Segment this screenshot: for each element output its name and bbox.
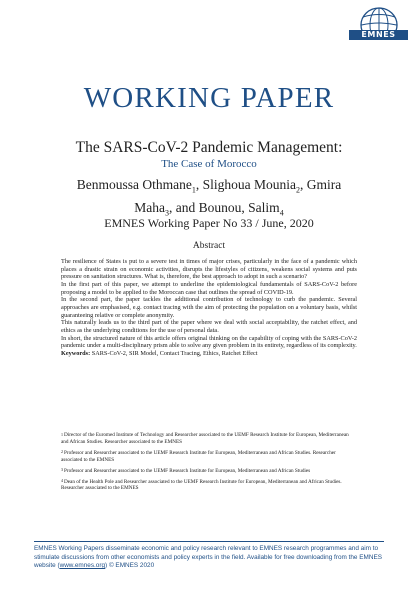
author-name: Benmoussa Othmane xyxy=(76,177,192,192)
website-link[interactable]: www.emnes.org xyxy=(59,562,106,570)
author-footnote-ref: 3 xyxy=(165,208,170,218)
author-name: Bounou, Salim xyxy=(198,199,280,215)
keywords-list: SARS-CoV-2, SIR Model, Contact Tracing, Ethics, Ratchet Effect xyxy=(91,350,258,358)
footnote xyxy=(61,432,357,445)
author-footnote-ref: 4 xyxy=(279,208,284,218)
footnote-number: 1 xyxy=(61,431,63,437)
author-name: Slighoua Mounia xyxy=(202,177,296,192)
footnote-text: Director of the Euromed Institute of Technology and Researcher associated to the UEMF Research Institute for European, Mediterranean and African Studies. Researcher associated to the EMNES xyxy=(61,432,349,445)
globe-icon xyxy=(359,5,399,31)
abstract-paragraph: In the first part of this paper, we attempt to underline the epidemiological fundamentals of SARS-CoV-2 before proposing a model to be applied to the Moroccan case that outlines the spread of COVID-19. xyxy=(61,280,357,296)
footnote-text: Professor and Researcher associated to the UEMF Research Institute for European, Mediterranean and African Studies. Researcher associated to the EMNES xyxy=(61,449,336,463)
author-list: Benmoussa Othmane$_1$, Slighoua Mounia$_2$, Gmira Maha$_3$, and Bounou, Salim$_4$ xyxy=(76,177,342,218)
author-footnote-ref: 1 xyxy=(191,185,196,195)
abstract-paragraph: In short, the structured nature of this article offers original thinking on the capability of coping with the SARS-CoV-2 pandemic under a multi-disciplinary prism able to solve any given problem in its entirety, regardless of its complexity. xyxy=(61,334,357,350)
abstract-paragraph: The resilience of States is put to a severe test in times of major crises, particularly in the face of a pandemic which places a drastic strain on economic activities, disrupts the lifestyles of citizens, weakens social systems and puts pressure on sanitation structures. What is, therefore, the best approach to adopt in such a scenario? xyxy=(61,258,357,281)
abstract-heading: Abstract xyxy=(192,241,226,251)
footnote-number: 4 xyxy=(61,478,63,484)
paper-title: The SARS-CoV-2 Pandemic Management: xyxy=(75,139,343,156)
footnote xyxy=(61,479,357,492)
keywords-line: Keywords: SARS-CoV-2, SIR Model, Contact Tracing, Ethics, Ratchet Effect xyxy=(61,350,258,358)
working-paper-number: EMNES Working Paper No 33 / June, 2020 xyxy=(104,216,314,230)
paper-subtitle: The Case of Morocco xyxy=(161,158,257,170)
footnote-number: 2 xyxy=(61,449,63,455)
author-name: Gmira Maha xyxy=(134,177,342,215)
logo-text: EMNES xyxy=(349,30,408,40)
footnote xyxy=(61,450,357,463)
footnote-number: 3 xyxy=(61,467,63,473)
keywords-label: Keywords xyxy=(61,350,89,358)
footer-divider xyxy=(34,541,384,542)
emnes-logo xyxy=(347,5,410,49)
footer-text: EMNES Working Papers disseminate economic and policy research relevant to EMNES research programmes and aim to stimulate discussions from other economists and policy experts in the field. Available for free downloading from the EMNES website ( xyxy=(34,545,382,570)
footnotes xyxy=(61,432,357,496)
abstract-paragraph: In the second part, the paper tackles the additional contribution of technology to curb the pandemic. Several approaches are emphasised, e.g. contact tracing with the aim of protecting the population on a voluntary basis, whilst guaranteeing relative or complete anonymity. xyxy=(61,296,357,319)
footnote-text: Professor and Researcher associated to the UEMF Research Institute for European, Mediterranean and African Studies xyxy=(64,467,311,474)
footnote-text: Dean of the Health Pole and Researcher associated to the UEMF Research Institute for European, Mediterranean and African Studies. Researcher associated to the EMNES xyxy=(61,478,342,492)
footer-copyright: ) © EMNES 2020 xyxy=(105,562,155,570)
abstract-body xyxy=(61,258,357,358)
footer-note xyxy=(34,545,384,571)
author-footnote-ref: 2 xyxy=(295,185,300,195)
working-paper-label: WORKING PAPER xyxy=(83,82,335,114)
abstract-paragraph: This naturally leads us to the third part of the paper where we deal with social acceptability, the ratchet effect, and ethics as the underlying conditions for the use of personal data. xyxy=(61,319,357,334)
footnote xyxy=(61,468,357,475)
